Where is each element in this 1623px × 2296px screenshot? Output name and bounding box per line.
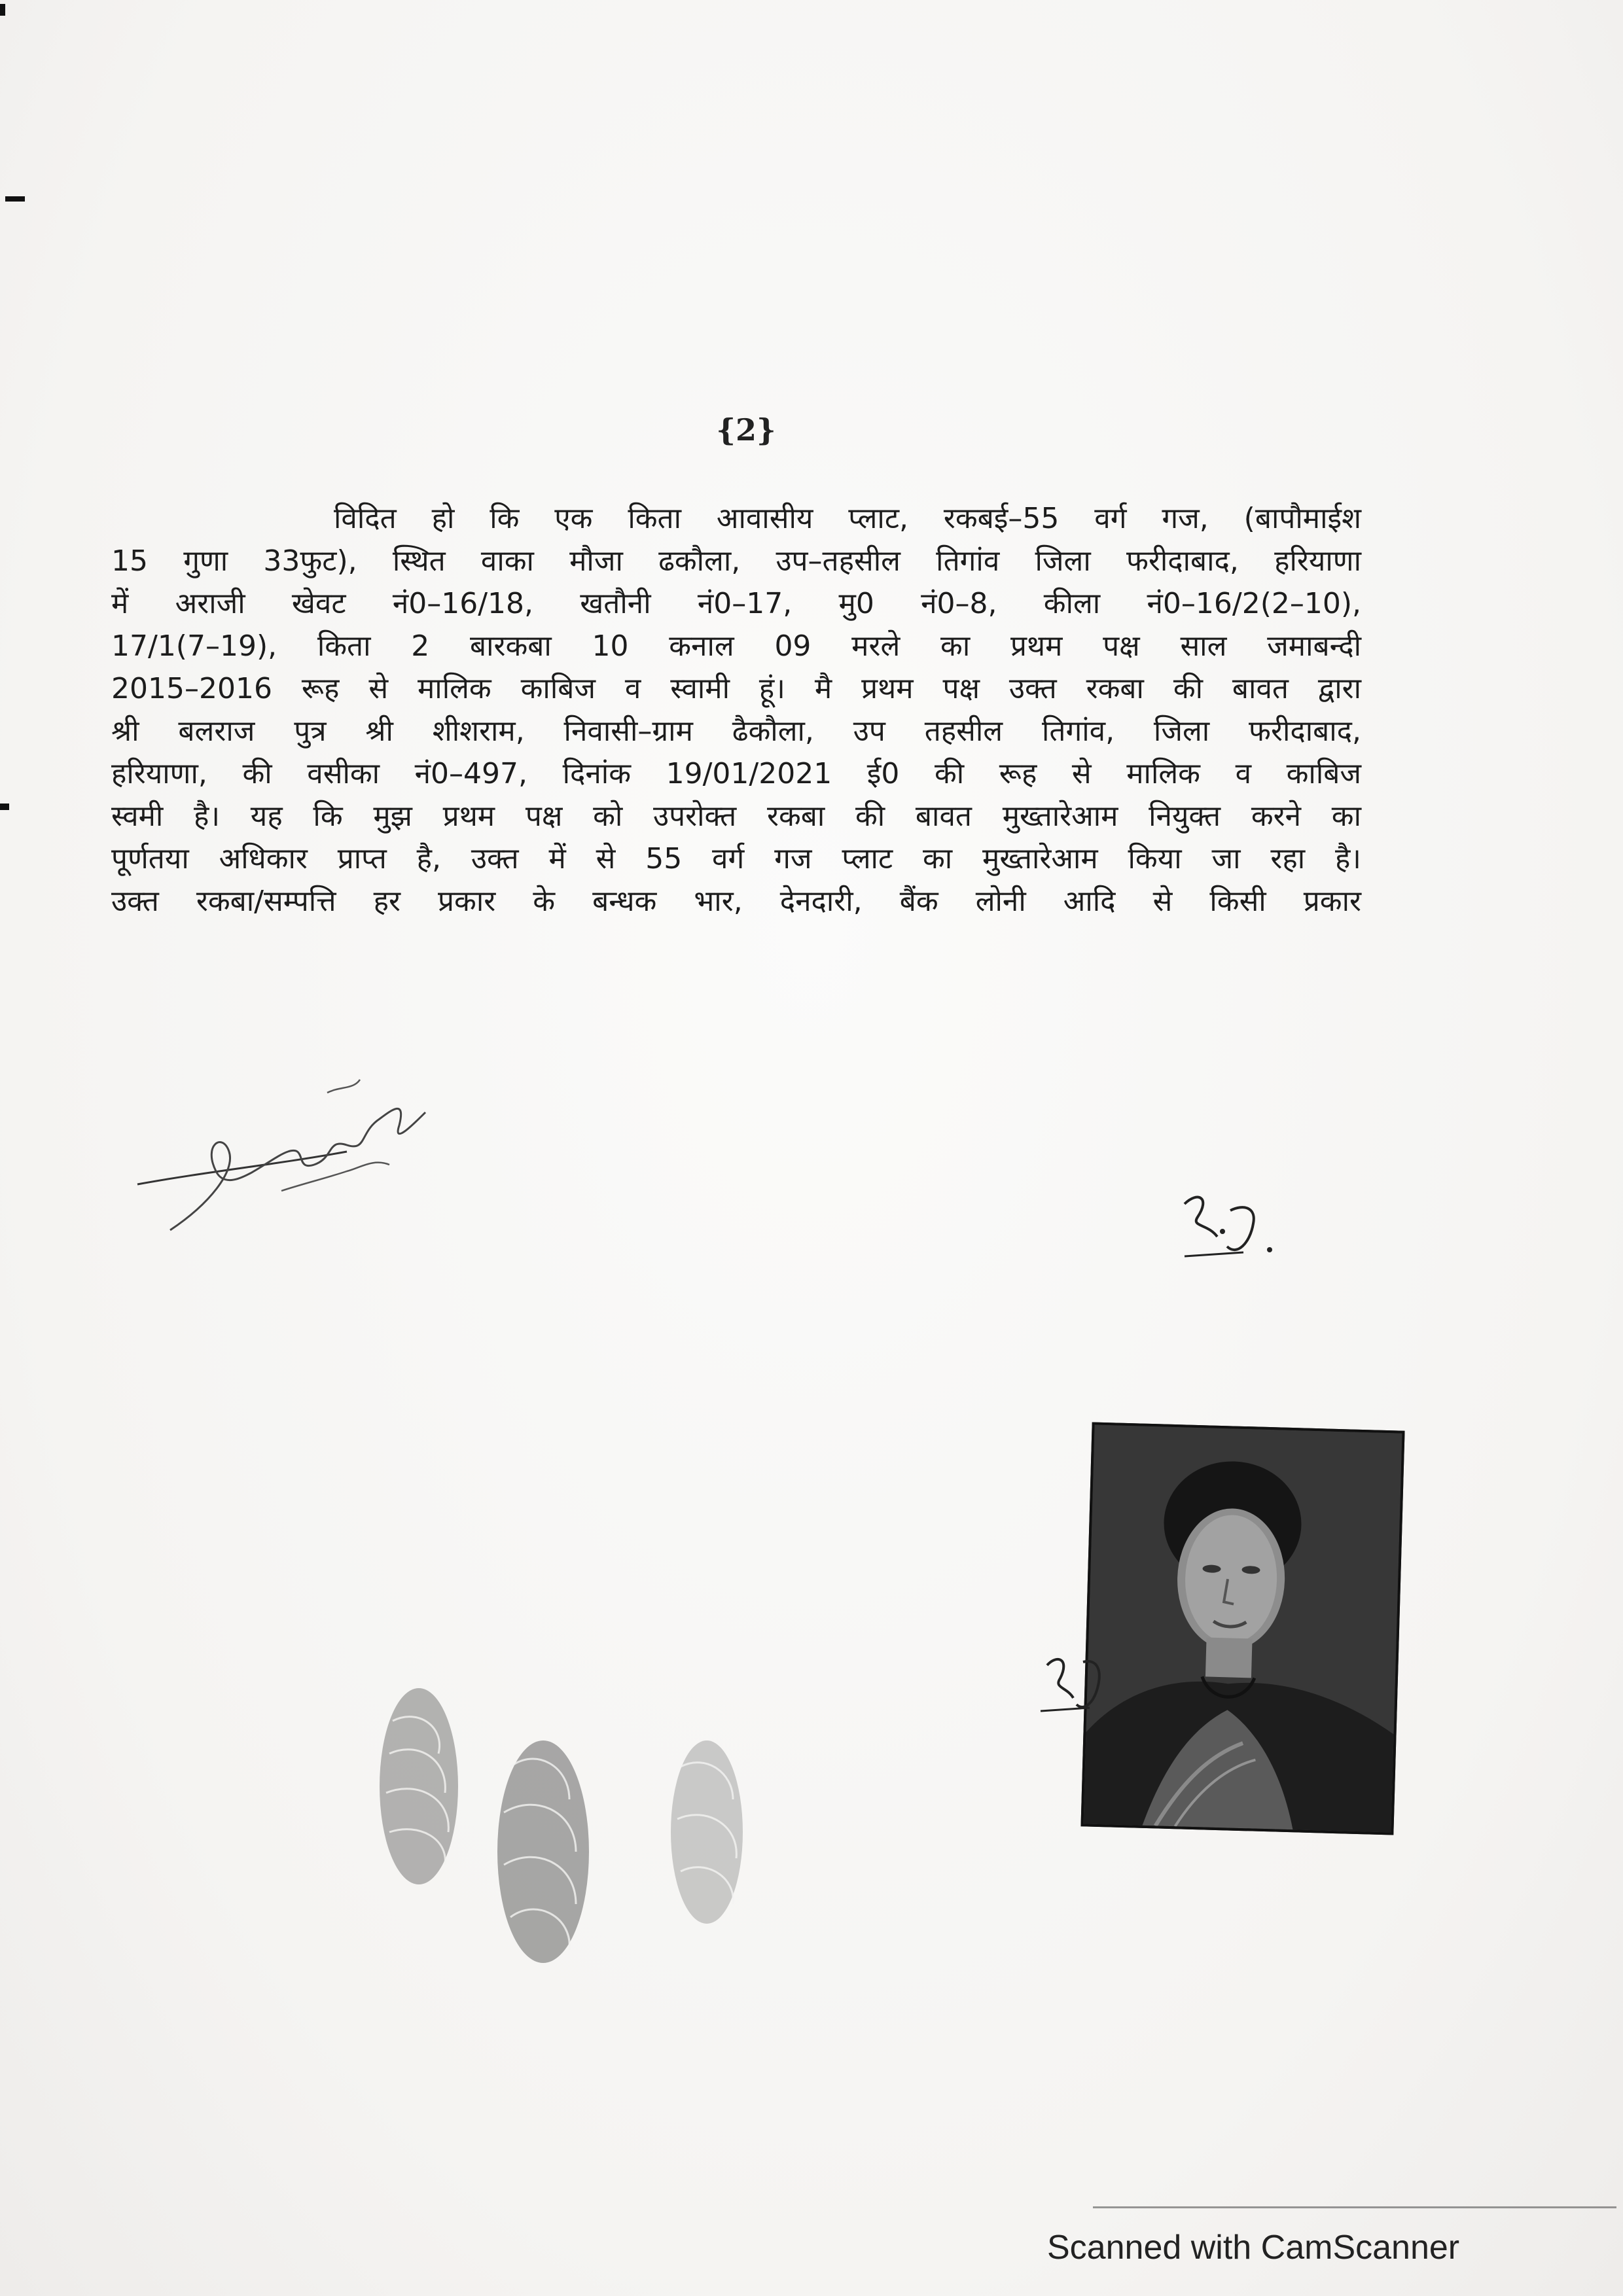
paragraph-line: उक्त रकबा/सम्पत्ति हर प्रकार के बन्धक भार, देनदारी, बैंक लोनी आदि से किसी प्रकार	[111, 885, 1361, 918]
scanner-watermark: Scanned with CamScanner	[1047, 2229, 1460, 2267]
paragraph-line: स्वमी है। यह कि मुझ प्रथम पक्ष को उपरोक्त रकबा की बावत मुख्तारेआम नियुक्त करने का	[111, 800, 1361, 833]
paragraph-line: 2015–2016 रूह से मालिक काबिज व स्वामी हूं। मै प्रथम पक्ष उक्त रकबा की बावत द्वारा	[111, 672, 1361, 705]
deed-paragraph	[111, 497, 1361, 923]
paragraph-line: 15 गुणा 33फुट), स्थित वाका मौजा ढकौला, उप–तहसील तिगांव जिला फरीदाबाद, हरियाणा	[111, 544, 1361, 578]
paragraph-line: 17/1(7–19), किता 2 बारकबा 10 कनाल 09 मरले का प्रथम पक्ष साल जमाबन्दी	[111, 629, 1361, 663]
paragraph-line: हरियाणा, की वसीका नं0–497, दिनांक 19/01/2021 ई0 की रूह से मालिक व काबिज	[111, 757, 1361, 790]
portrait-image	[1084, 1425, 1402, 1833]
handwritten-signature-left	[131, 1073, 484, 1243]
paragraph-line: श्री बलराज पुत्र श्री शीशराम, निवासी–ग्राम ढैकौला, उप तहसील तिगांव, जिला फरीदाबाद,	[111, 715, 1361, 748]
scan-edge-line	[1093, 2206, 1616, 2208]
punch-hole-mark	[0, 4, 5, 16]
paragraph-line: विदित हो कि एक किता आवासीय प्लाट, रकबई–55 वर्ग गज, (बापौमाईश	[334, 502, 1361, 535]
punch-hole-mark	[0, 804, 9, 810]
applicant-photo	[1080, 1422, 1404, 1835]
page-number: {2}	[716, 412, 776, 448]
handwritten-initials-on-photo	[1037, 1649, 1116, 1721]
punch-hole-mark	[5, 196, 25, 202]
handwritten-initials-right	[1171, 1184, 1302, 1269]
thumb-impressions	[340, 1669, 812, 2035]
paragraph-line: में अराजी खेवट नं0–16/18, खतौनी नं0–17, मु0 नं0–8, कीला नं0–16/2(2–10),	[111, 587, 1361, 620]
paragraph-line: पूर्णतया अधिकार प्राप्त है, उक्त में से 55 वर्ग गज प्लाट का मुख्तारेआम किया जा रहा है।	[111, 842, 1361, 875]
